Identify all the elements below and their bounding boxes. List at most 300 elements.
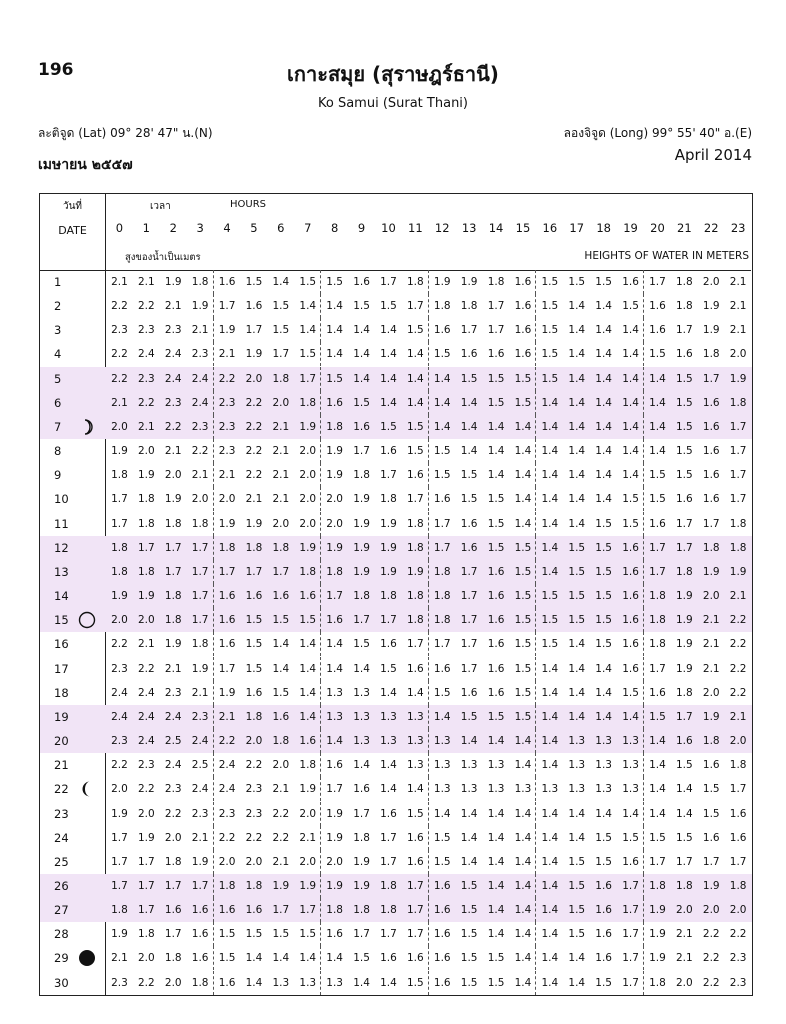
height-cell: 1.5: [353, 952, 370, 965]
height-cell: 1.5: [595, 541, 612, 554]
height-cell: 1.4: [514, 759, 532, 772]
height-cell: 1.7: [245, 324, 263, 337]
height-cell: 1.5: [675, 759, 693, 772]
height-cell: 2.1: [111, 276, 128, 288]
height-cell: 1.4: [433, 710, 451, 723]
height-cell: 1.8: [649, 614, 666, 627]
height-cell: 1.8: [649, 976, 666, 989]
table-header: [40, 194, 751, 271]
quarter-divider: [643, 971, 644, 995]
height-cell: 1.7: [675, 710, 693, 723]
height-cell: 2.3: [729, 952, 747, 965]
height-cell: 1.6: [245, 686, 263, 699]
date-cell: 10: [54, 492, 69, 507]
height-cell: 2.0: [164, 976, 182, 989]
height-cell: 1.8: [137, 928, 155, 941]
height-cell: 1.8: [299, 759, 317, 772]
height-cell: 1.5: [568, 904, 586, 917]
quarter-divider: [213, 632, 214, 656]
height-cell: 1.4: [622, 372, 639, 385]
quarter-divider: [643, 391, 644, 415]
time-label-thai: เวลา: [150, 201, 171, 212]
height-cell: 1.5: [460, 493, 478, 506]
height-cell: 1.8: [675, 276, 693, 288]
date-cell: 15: [54, 613, 69, 628]
hour-label: 4: [223, 221, 231, 235]
quarter-divider: [643, 632, 644, 656]
height-cell: 2.0: [245, 855, 263, 868]
height-cell: 1.4: [514, 880, 532, 892]
height-cell: 1.5: [675, 396, 693, 409]
height-cell: 1.3: [487, 759, 505, 772]
height-cell: 1.4: [568, 710, 586, 723]
height-cell: 1.3: [595, 735, 612, 748]
quarter-divider: [213, 560, 214, 584]
height-cell: 2.1: [272, 420, 290, 433]
quarter-divider: [320, 874, 321, 898]
height-cell: 1.7: [164, 880, 182, 892]
height-cell: 1.5: [433, 445, 451, 458]
quarter-divider: [320, 777, 321, 801]
height-cell: 1.4: [272, 662, 290, 675]
height-cell: 2.3: [111, 324, 128, 337]
height-cell: 2.2: [272, 831, 290, 844]
height-cell: 1.6: [433, 928, 451, 941]
height-cell: 1.7: [137, 904, 155, 917]
height-cell: 1.8: [487, 276, 505, 288]
height-cell: 1.8: [299, 396, 317, 409]
table-body: [40, 270, 752, 995]
height-cell: 2.4: [164, 759, 182, 772]
height-cell: 1.4: [380, 372, 397, 385]
height-cell: 1.5: [380, 662, 397, 675]
height-cell: 1.4: [595, 686, 612, 699]
height-cell: 1.5: [460, 904, 478, 917]
height-cell: 1.4: [541, 445, 559, 458]
quarter-divider: [320, 753, 321, 777]
height-cell: 1.5: [272, 686, 290, 699]
height-cell: 1.5: [514, 686, 532, 699]
height-cell: 1.7: [191, 590, 209, 603]
height-cell: 1.9: [702, 565, 720, 578]
height-cell: 1.7: [380, 928, 397, 941]
height-cell: 1.6: [460, 517, 478, 530]
height-cell: 1.8: [406, 517, 424, 530]
height-cell: 1.4: [353, 324, 370, 337]
height-cell: 1.4: [568, 686, 586, 699]
height-cell: 1.4: [326, 324, 343, 337]
height-cell: 1.4: [595, 420, 612, 433]
height-cell: 1.7: [460, 638, 478, 651]
height-cell: 1.3: [353, 710, 370, 723]
height-cell: 1.8: [433, 565, 451, 578]
height-cell: 2.2: [164, 807, 182, 820]
quarter-divider: [320, 439, 321, 463]
table-row: [40, 681, 752, 705]
height-cell: 1.3: [460, 783, 478, 796]
height-cell: 2.2: [137, 976, 155, 989]
date-cell: 24: [54, 830, 69, 845]
height-cell: 1.9: [675, 638, 693, 651]
height-cell: 1.4: [514, 807, 532, 820]
height-cell: 1.5: [487, 493, 505, 506]
height-cell: 1.5: [622, 686, 639, 699]
quarter-divider: [428, 826, 429, 850]
quarter-divider: [643, 415, 644, 439]
quarter-divider: [535, 439, 536, 463]
date-cell: 28: [54, 927, 69, 942]
height-cell: 1.7: [137, 855, 155, 868]
height-cell: 1.5: [541, 276, 559, 288]
hour-label: 5: [250, 221, 258, 235]
height-cell: 1.4: [568, 348, 586, 361]
height-cell: 1.7: [433, 638, 451, 651]
height-cell: 1.8: [164, 614, 182, 627]
height-cell: 2.1: [218, 348, 236, 361]
height-cell: 2.5: [164, 735, 182, 748]
height-cell: 1.8: [218, 541, 236, 554]
height-cell: 1.6: [191, 904, 209, 917]
height-cell: 1.9: [675, 590, 693, 603]
height-cell: 1.4: [514, 928, 532, 941]
quarter-divider: [213, 705, 214, 729]
height-cell: 2.0: [326, 855, 343, 868]
height-cell: 1.5: [568, 276, 586, 288]
height-cell: 2.5: [191, 759, 209, 772]
height-cell: 1.7: [649, 855, 666, 868]
height-cell: 2.0: [245, 372, 263, 385]
height-cell: 2.3: [218, 445, 236, 458]
height-cell: 1.4: [541, 396, 559, 409]
height-cell: 1.9: [272, 880, 290, 892]
height-cell: 1.4: [514, 517, 532, 530]
height-cell: 2.4: [218, 759, 236, 772]
height-cell: 1.7: [111, 493, 128, 506]
height-cell: 1.6: [595, 880, 612, 892]
height-cell: 2.0: [137, 952, 155, 965]
height-cell: 1.4: [460, 855, 478, 868]
height-cell: 1.4: [487, 807, 505, 820]
height-cell: 2.3: [164, 324, 182, 337]
height-cell: 1.8: [164, 855, 182, 868]
height-cell: 1.8: [702, 735, 720, 748]
height-cell: 1.4: [433, 807, 451, 820]
height-cell: 2.1: [702, 662, 720, 675]
height-cell: 1.4: [541, 928, 559, 941]
height-cell: 1.4: [568, 807, 586, 820]
height-cell: 1.5: [460, 976, 478, 989]
height-cell: 1.4: [568, 445, 586, 458]
quarter-divider: [643, 777, 644, 801]
height-cell: 2.3: [245, 807, 263, 820]
quarter-divider: [213, 753, 214, 777]
height-cell: 2.2: [137, 396, 155, 409]
height-cell: 1.8: [729, 880, 747, 892]
table-row: [40, 487, 752, 511]
quarter-divider: [535, 632, 536, 656]
quarter-divider: [535, 584, 536, 608]
height-cell: 1.6: [514, 276, 532, 288]
height-cell: 2.2: [245, 469, 263, 482]
height-cell: 1.5: [649, 469, 666, 482]
height-cell: 1.5: [487, 396, 505, 409]
height-cell: 1.7: [380, 614, 397, 627]
quarter-divider: [535, 681, 536, 705]
height-cell: 1.5: [514, 614, 532, 627]
quarter-divider: [320, 657, 321, 681]
quarter-divider: [213, 512, 214, 536]
height-cell: 1.9: [137, 469, 155, 482]
height-cell: 1.6: [353, 420, 370, 433]
height-cell: 1.6: [622, 855, 639, 868]
height-cell: 2.3: [218, 807, 236, 820]
height-cell: 1.7: [380, 276, 397, 288]
quarter-divider: [428, 850, 429, 874]
height-cell: 1.6: [675, 348, 693, 361]
hour-label: 11: [408, 221, 423, 235]
height-cell: 1.4: [380, 759, 397, 772]
quarter-divider: [320, 946, 321, 970]
height-cell: 2.0: [218, 855, 236, 868]
height-cell: 1.5: [380, 420, 397, 433]
date-column-label: DATE: [58, 224, 87, 237]
hour-label: 6: [277, 221, 285, 235]
height-cell: 1.4: [649, 396, 666, 409]
height-cell: 1.8: [729, 759, 747, 772]
quarter-divider: [213, 657, 214, 681]
height-cell: 1.3: [433, 783, 451, 796]
height-cell: 1.8: [218, 880, 236, 892]
height-cell: 1.5: [541, 300, 559, 313]
height-cell: 1.5: [487, 541, 505, 554]
table-row: [40, 826, 752, 850]
height-cell: 1.4: [541, 831, 559, 844]
height-cell: 1.4: [568, 831, 586, 844]
height-cell: 1.4: [353, 662, 370, 675]
height-cell: 1.5: [702, 807, 720, 820]
height-cell: 2.1: [111, 396, 128, 409]
height-cell: 1.9: [245, 517, 263, 530]
height-cell: 2.0: [326, 493, 343, 506]
height-cell: 1.6: [595, 952, 612, 965]
table-row: [40, 802, 752, 826]
quarter-divider: [428, 898, 429, 922]
height-cell: 2.3: [164, 686, 182, 699]
height-cell: 2.0: [702, 686, 720, 699]
height-cell: 2.4: [137, 348, 155, 361]
quarter-divider: [428, 657, 429, 681]
height-cell: 1.5: [649, 831, 666, 844]
quarter-divider: [213, 608, 214, 632]
height-cell: 1.5: [675, 831, 693, 844]
height-cell: 1.4: [541, 855, 559, 868]
height-cell: 1.7: [111, 880, 128, 892]
height-cell: 1.3: [406, 710, 424, 723]
height-cell: 1.7: [729, 493, 747, 506]
height-cell: 1.7: [622, 880, 639, 892]
height-cell: 1.6: [514, 324, 532, 337]
height-cell: 1.6: [218, 638, 236, 651]
height-cell: 2.2: [137, 662, 155, 675]
hour-label: 9: [357, 221, 366, 235]
height-cell: 1.5: [460, 952, 478, 965]
hour-label: 7: [304, 221, 312, 235]
quarter-divider: [213, 294, 214, 318]
height-cell: 2.4: [164, 372, 182, 385]
height-cell: 1.3: [353, 686, 370, 699]
height-cell: 1.4: [380, 783, 397, 796]
height-cell: 1.4: [487, 469, 505, 482]
height-cell: 1.5: [541, 324, 559, 337]
height-cell: 1.6: [487, 565, 505, 578]
quarter-divider: [428, 802, 429, 826]
height-cell: 1.4: [514, 976, 532, 989]
quarter-divider: [213, 802, 214, 826]
height-cell: 1.4: [541, 880, 559, 892]
height-cell: 2.3: [191, 710, 209, 723]
height-cell: 1.8: [272, 541, 290, 554]
height-cell: 1.8: [326, 565, 343, 578]
height-cell: 1.5: [272, 300, 290, 313]
height-cell: 1.6: [702, 445, 720, 458]
height-cell: 1.4: [595, 493, 612, 506]
height-cell: 1.7: [675, 517, 693, 530]
height-cell: 1.8: [245, 880, 263, 892]
height-cell: 1.4: [460, 396, 478, 409]
height-cell: 2.1: [137, 420, 155, 433]
table-row: [40, 512, 752, 536]
height-cell: 1.5: [514, 662, 532, 675]
height-cell: 1.6: [622, 614, 639, 627]
date-cell: 1: [54, 275, 62, 289]
quarter-divider: [428, 463, 429, 487]
quarter-divider: [428, 922, 429, 946]
height-cell: 2.3: [137, 372, 155, 385]
quarter-divider: [320, 584, 321, 608]
height-cell: 1.8: [326, 904, 343, 917]
quarter-divider: [428, 560, 429, 584]
height-cell: 1.8: [729, 541, 747, 554]
height-cell: 1.4: [353, 976, 370, 989]
height-cell: 2.0: [299, 517, 317, 530]
quarter-divider: [535, 971, 536, 995]
quarter-divider: [535, 753, 536, 777]
height-cell: 1.4: [514, 952, 532, 965]
height-cell: 1.4: [460, 831, 478, 844]
height-cell: 1.8: [164, 517, 182, 530]
height-cell: 2.0: [164, 469, 182, 482]
height-cell: 1.4: [595, 807, 612, 820]
height-cell: 1.9: [702, 300, 720, 313]
height-cell: 1.5: [299, 928, 317, 941]
height-cell: 1.9: [326, 807, 343, 820]
height-cell: 1.5: [541, 372, 559, 385]
table-row: [40, 874, 752, 898]
height-cell: 2.0: [137, 445, 155, 458]
height-cell: 2.0: [299, 469, 317, 482]
quarter-divider: [428, 439, 429, 463]
quarter-divider: [535, 512, 536, 536]
height-cell: 1.4: [487, 445, 505, 458]
quarter-divider: [320, 294, 321, 318]
quarter-divider: [643, 463, 644, 487]
date-cell: 4: [54, 347, 62, 362]
height-cell: 2.1: [191, 324, 209, 337]
height-cell: 1.9: [191, 662, 209, 675]
height-cell: 1.8: [460, 300, 478, 313]
height-cell: 1.6: [245, 590, 263, 603]
hour-label: 14: [488, 221, 504, 235]
height-cell: 1.8: [353, 590, 370, 603]
height-cell: 2.1: [702, 614, 720, 627]
height-cell: 2.0: [111, 420, 128, 433]
quarter-divider: [320, 391, 321, 415]
table-row: [40, 777, 752, 801]
height-cell: 1.3: [433, 735, 451, 748]
quarter-divider: [320, 850, 321, 874]
quarter-divider: [428, 512, 429, 536]
height-cell: 1.4: [299, 324, 317, 337]
height-cell: 1.4: [541, 469, 559, 482]
quarter-divider: [643, 270, 644, 294]
height-cell: 2.1: [218, 469, 236, 482]
quarter-divider: [643, 318, 644, 342]
height-cell: 1.5: [595, 517, 612, 530]
hour-label: 23: [730, 221, 746, 235]
height-cell: 1.4: [622, 324, 639, 337]
height-cell: 1.8: [164, 952, 182, 965]
height-cell: 1.5: [487, 517, 505, 530]
date-cell: 5: [54, 371, 62, 386]
height-cell: 1.5: [272, 324, 290, 337]
quarter-divider: [320, 922, 321, 946]
height-cell: 1.5: [245, 638, 263, 651]
height-cell: 1.6: [514, 300, 532, 313]
height-cell: 1.9: [299, 880, 317, 892]
height-cell: 1.5: [433, 469, 451, 482]
height-cell: 1.4: [568, 517, 586, 530]
hour-label: 16: [542, 221, 558, 235]
hour-label: 1: [142, 221, 150, 235]
height-cell: 1.5: [299, 348, 317, 361]
quarter-divider: [320, 512, 321, 536]
height-cell: 2.1: [111, 952, 128, 965]
height-cell: 2.2: [729, 686, 747, 699]
height-cell: 1.3: [568, 759, 586, 772]
height-cell: 1.4: [487, 904, 505, 917]
height-cell: 1.5: [675, 420, 693, 433]
height-cell: 1.4: [568, 976, 586, 989]
height-cell: 2.1: [191, 469, 209, 482]
quarter-divider: [213, 729, 214, 753]
height-cell: 2.2: [218, 735, 236, 748]
height-cell: 1.6: [433, 662, 451, 675]
height-cell: 1.7: [299, 904, 317, 917]
quarter-divider: [535, 874, 536, 898]
quarter-divider: [213, 439, 214, 463]
height-cell: 1.7: [622, 904, 639, 917]
height-cell: 1.6: [326, 759, 343, 772]
height-cell: 1.6: [649, 300, 666, 313]
height-cell: 1.4: [380, 686, 397, 699]
height-cell: 1.4: [514, 831, 532, 844]
height-cell: 1.4: [649, 783, 666, 796]
height-cell: 1.9: [380, 541, 397, 554]
height-cell: 1.5: [487, 952, 505, 965]
height-cell: 1.4: [406, 686, 424, 699]
height-cell: 1.6: [433, 976, 451, 989]
height-cell: 1.3: [326, 686, 343, 699]
